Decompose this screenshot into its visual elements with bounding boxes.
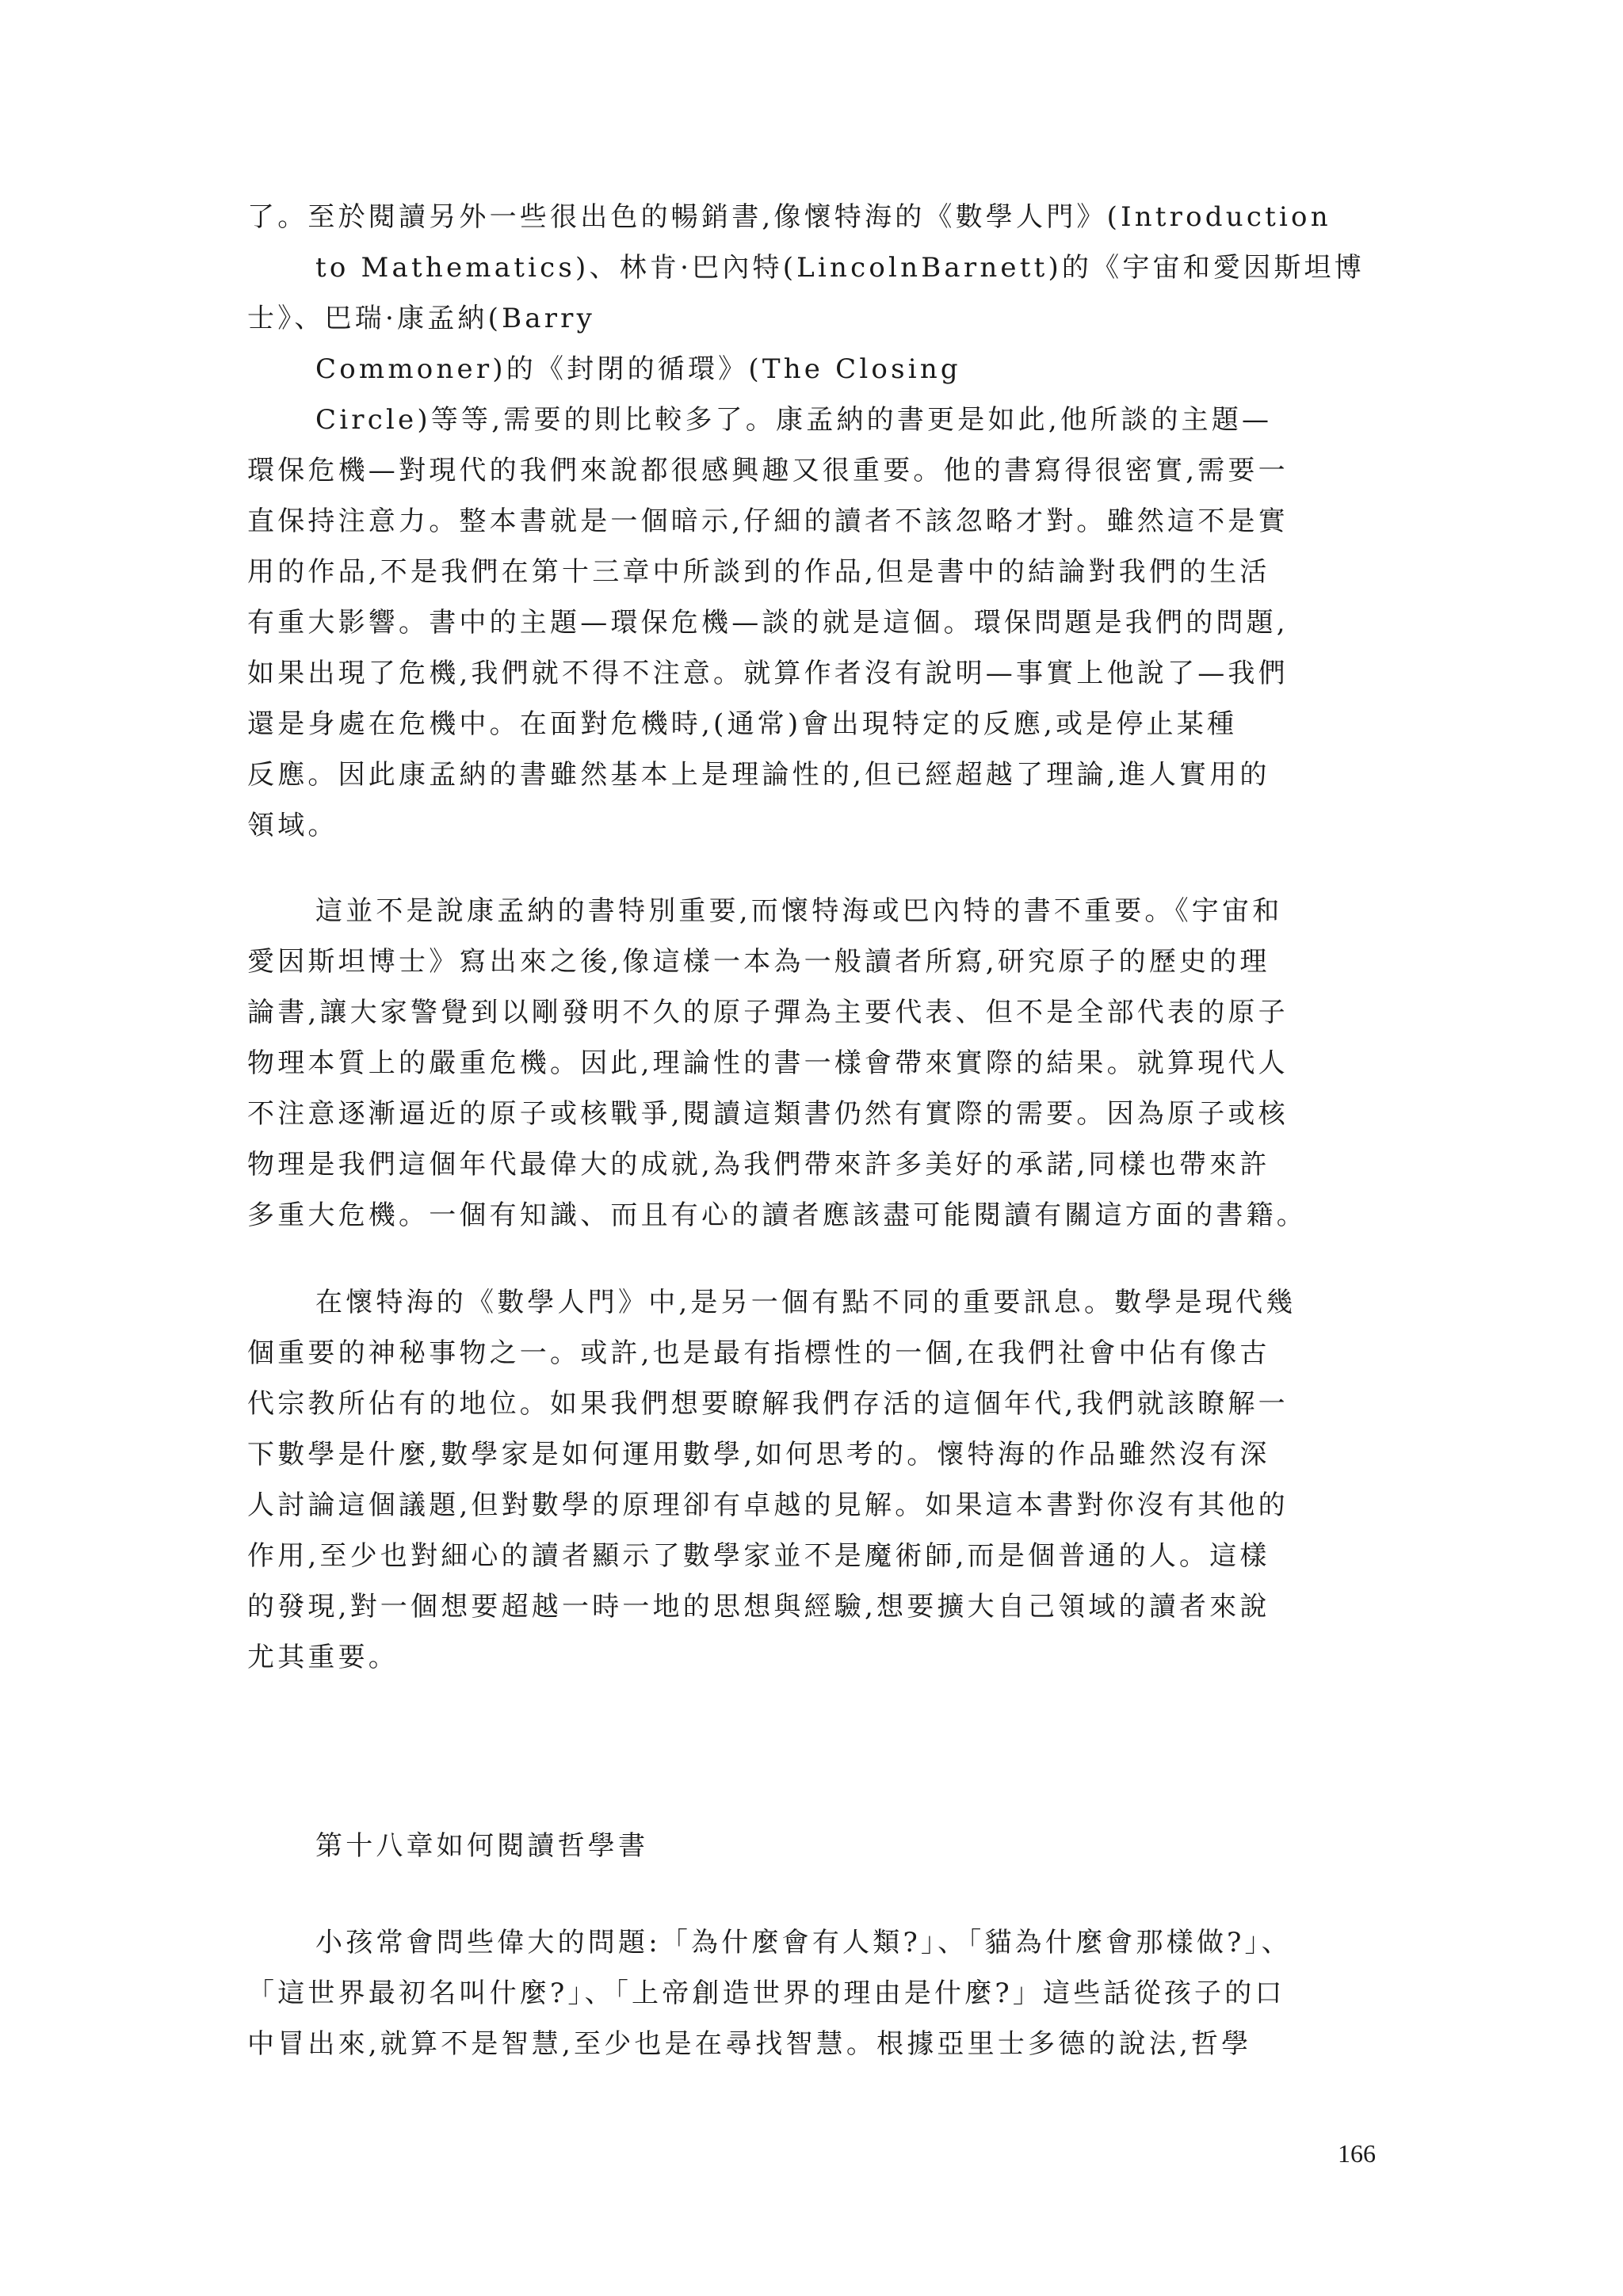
chapter-title: 第十八章如何閱讀哲學書 bbox=[315, 1830, 649, 1862]
body-text-line: 反應。因此康孟納的書雖然基本上是理論性的,但已經超越了理論,進人實用的 bbox=[247, 759, 1270, 791]
body-text-line: 「這世界最初名叫什麼?」、「上帝創造世界的理由是什麼?」這些話從孩子的口 bbox=[247, 1978, 1285, 2009]
body-text-line: 物理是我們這個年代最偉大的成就,為我們帶來許多美好的承諾,同樣也帶來許 bbox=[247, 1149, 1270, 1180]
body-text-line: 人討論這個議題,但對數學的原理卻有卓越的見解。如果這本書對你沒有其他的 bbox=[247, 1489, 1289, 1521]
body-text-line: 用的作品,不是我們在第十三章中所談到的作品,但是書中的結論對我們的生活 bbox=[247, 556, 1270, 588]
body-text-line: 有重大影響。書中的主題—環保危機—談的就是這個。環保問題是我們的問題, bbox=[247, 607, 1289, 639]
body-text-line: 在懷特海的《數學人門》中,是另一個有點不同的重要訊息。數學是現代幾 bbox=[315, 1287, 1296, 1318]
body-text-line: 論書,讓大家警覺到以剛發明不久的原子彈為主要代表、但不是全部代表的原子 bbox=[247, 997, 1289, 1028]
page-number: 166 bbox=[1338, 2139, 1376, 2168]
body-text-line: 小孩常會問些偉大的問題:「為什麼會有人類?」、「貓為什麼會那樣做?」、 bbox=[315, 1927, 1292, 1958]
body-text-line: 個重要的神秘事物之一。或許,也是最有指標性的一個,在我們社會中佔有像古 bbox=[247, 1337, 1270, 1369]
body-text-line: Commoner)的《封閉的循環》(The Closing bbox=[315, 353, 961, 385]
body-text-line: 中冒出來,就算不是智慧,至少也是在尋找智慧。根據亞里士多德的說法,哲學 bbox=[247, 2028, 1252, 2060]
body-text-line: 愛因斯坦博士》寫出來之後,像這樣一本為一般讀者所寫,研究原子的歷史的理 bbox=[247, 946, 1270, 978]
body-text-line: 不注意逐漸逼近的原子或核戰爭,閱讀這類書仍然有實際的需要。因為原子或核 bbox=[247, 1098, 1289, 1130]
body-text-line: 多重大危機。一個有知識、而且有心的讀者應該盡可能閱讀有關這方面的書籍。 bbox=[247, 1199, 1307, 1231]
body-text-line: 士》、巴瑞·康孟納(Barry bbox=[247, 303, 596, 334]
body-text-line: to Mathematics)、林肯·巴內特(LincolnBarnett)的《宇宙和愛因斯坦博 bbox=[315, 252, 1365, 284]
body-text-line: Circle)等等,需要的則比較多了。康孟納的書更是如此,他所談的主題— bbox=[315, 404, 1273, 436]
body-text-line: 這並不是說康孟納的書特別重要,而懷特海或巴內特的書不重要。《宇宙和 bbox=[315, 895, 1283, 927]
body-text-line: 的發現,對一個想要超越一時一地的思想與經驗,想要擴大自己領域的讀者來說 bbox=[247, 1591, 1270, 1623]
body-text-line: 還是身處在危機中。在面對危機時,(通常)會出現特定的反應,或是停止某種 bbox=[247, 708, 1238, 740]
body-text-line: 如果出現了危機,我們就不得不注意。就算作者沒有說明—事實上他說了—我們 bbox=[247, 658, 1289, 689]
body-text-line: 尤其重要。 bbox=[247, 1642, 399, 1673]
body-text-line: 代宗教所佔有的地位。如果我們想要瞭解我們存活的這個年代,我們就該瞭解一 bbox=[247, 1388, 1289, 1420]
body-text-line: 了。至於閱讀另外一些很出色的暢銷書,像懷特海的《數學人門》(Introduction bbox=[247, 201, 1331, 233]
body-text-line: 物理本質上的嚴重危機。因此,理論性的書一樣會帶來實際的結果。就算現代人 bbox=[247, 1047, 1289, 1079]
body-text-line: 環保危機—對現代的我們來說都很感興趣又很重要。他的書寫得很密實,需要一 bbox=[247, 455, 1289, 486]
body-text-line: 下數學是什麼,數學家是如何運用數學,如何思考的。懷特海的作品雖然沒有深 bbox=[247, 1439, 1270, 1470]
body-text-line: 直保持注意力。整本書就是一個暗示,仔細的讀者不該忽略才對。雖然這不是實 bbox=[247, 505, 1289, 537]
body-text-line: 領域。 bbox=[247, 810, 338, 841]
body-text-line: 作用,至少也對細心的讀者顯示了數學家並不是魔術師,而是個普通的人。這樣 bbox=[247, 1540, 1270, 1572]
